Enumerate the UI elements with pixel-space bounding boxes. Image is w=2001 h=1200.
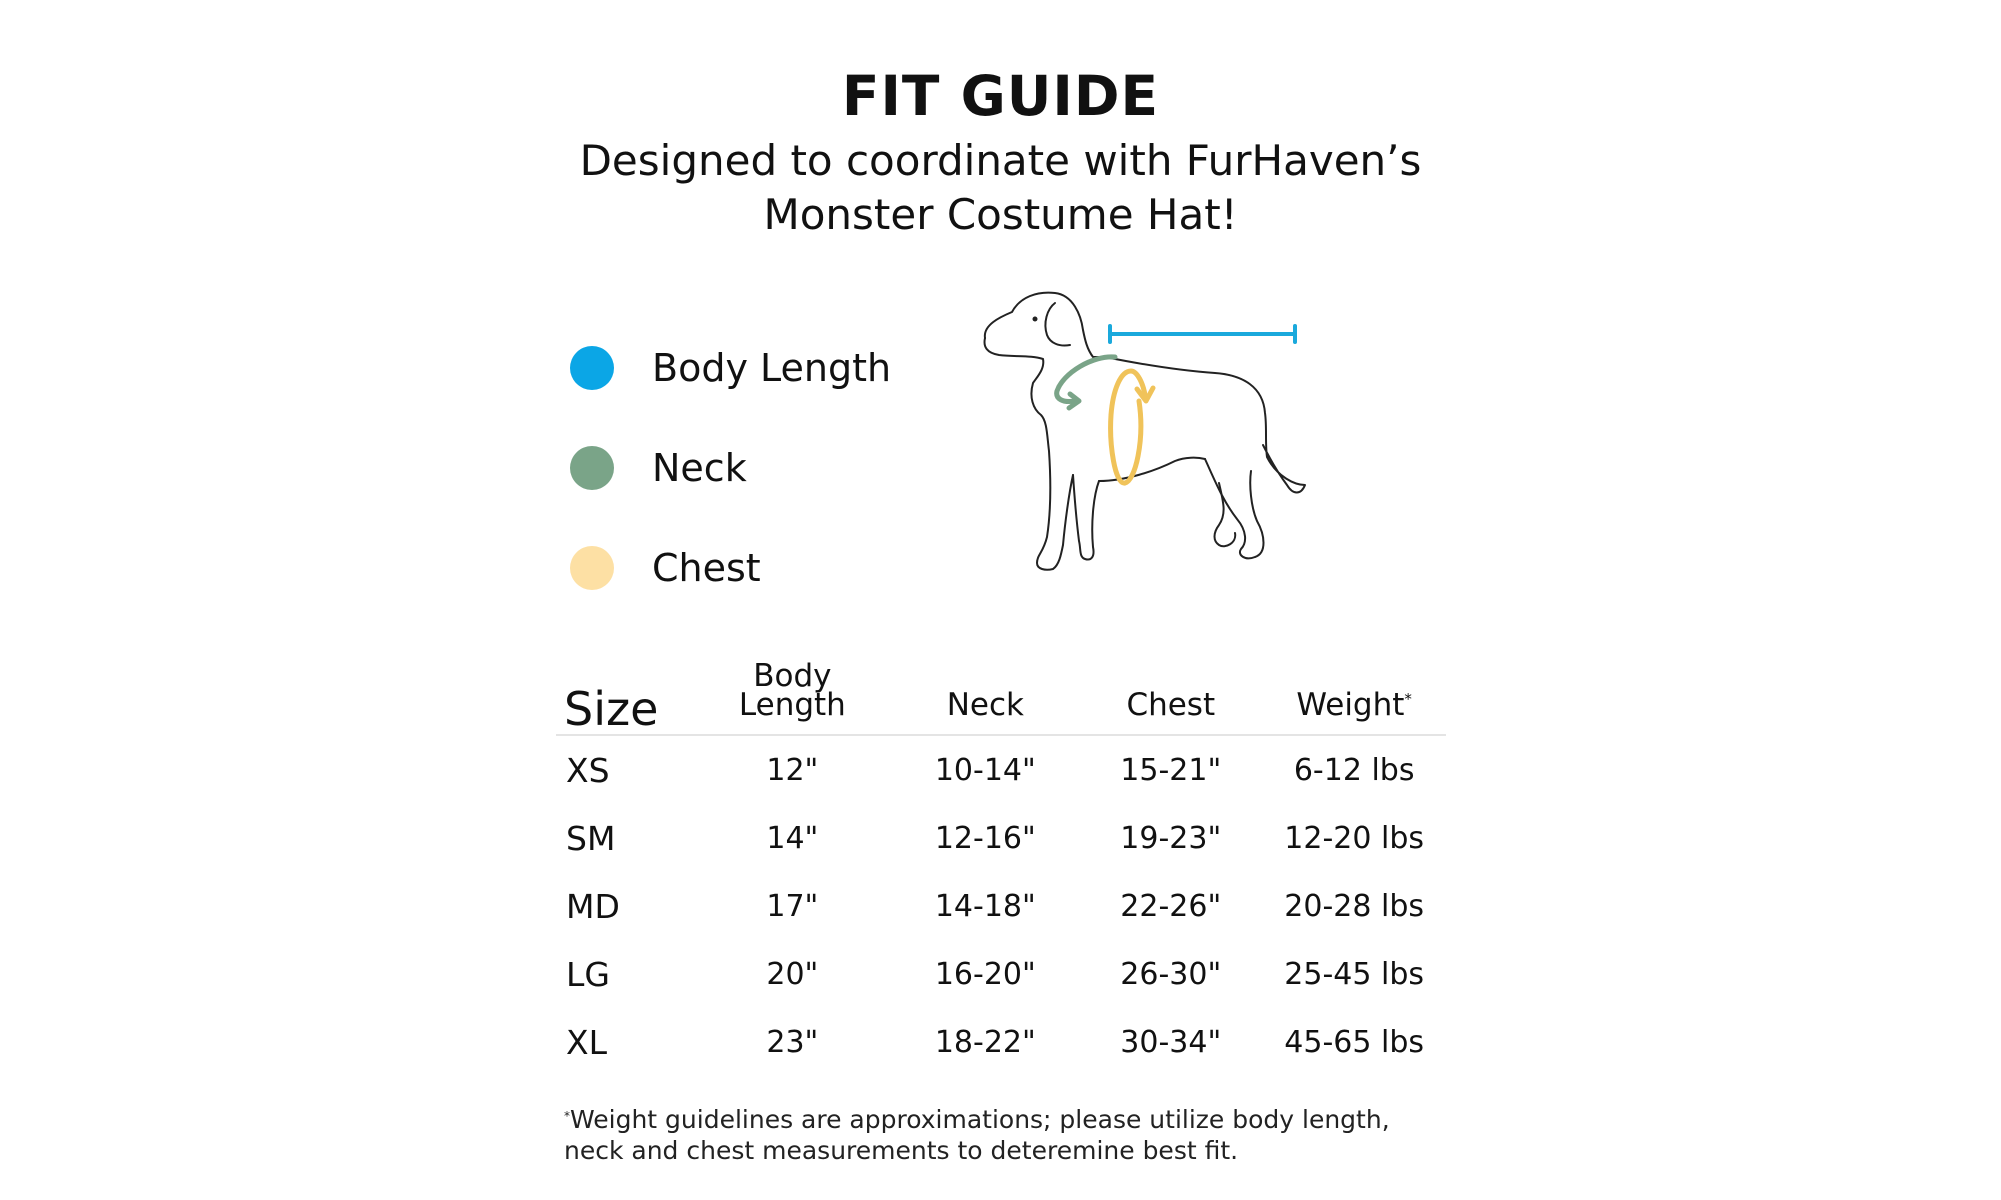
legend-label: Neck [652, 446, 747, 490]
body-length-measure-icon [1110, 326, 1295, 342]
body-length-cell: 17" [766, 888, 819, 924]
page-subtitle [0, 134, 2001, 242]
size-chart-table [556, 640, 1446, 1076]
chest-cell: 15-21" [1120, 752, 1222, 788]
size-cell: SM [566, 818, 616, 858]
size-cell: XL [566, 1022, 607, 1062]
chest-cell: 19-23" [1120, 820, 1222, 856]
body-length-dot-icon [570, 346, 614, 390]
page-title: FIT GUIDE [841, 64, 1160, 128]
neck-measure-icon [1057, 357, 1115, 408]
legend-label: Body Length [652, 346, 892, 390]
footnote-line-1: Weight guidelines are approximations; please utilize body length, [570, 1105, 1390, 1134]
neck-column-header: Neck [891, 640, 1079, 735]
footnote-line-2: neck and chest measurements to deteremine best fit. [564, 1136, 1239, 1165]
legend-item-body-length [570, 318, 891, 418]
chest-column-header: Chest [1079, 640, 1262, 735]
table-header-row [556, 640, 1446, 735]
size-column-header: Size [556, 640, 693, 735]
subtitle-line-1: Designed to coordinate with FurHaven’s [579, 136, 1422, 185]
neck-cell: 14-18" [934, 888, 1036, 924]
chest-cell: 30-34" [1120, 1024, 1222, 1060]
measurement-legend [570, 318, 891, 618]
body-length-cell: 20" [766, 956, 819, 992]
weight-cell: 6-12 lbs [1293, 752, 1415, 788]
chest-dot-icon [570, 546, 614, 590]
table-row [556, 1008, 1446, 1076]
legend-item-neck [570, 418, 891, 518]
weight-cell: 45-65 lbs [1284, 1024, 1425, 1060]
neck-dot-icon [570, 446, 614, 490]
subtitle-line-2: Monster Costume Hat! [763, 190, 1238, 239]
size-cell: LG [566, 954, 610, 994]
neck-cell: 12-16" [934, 820, 1036, 856]
body-length-cell: 23" [766, 1024, 819, 1060]
legend-item-chest [570, 518, 891, 618]
legend-label: Chest [652, 546, 761, 590]
table-row [556, 735, 1446, 804]
neck-cell: 16-20" [934, 956, 1036, 992]
body-length-cell: 14" [766, 820, 819, 856]
body-length-cell: 12" [766, 752, 819, 788]
table-row [556, 804, 1446, 872]
chest-cell: 22-26" [1120, 888, 1222, 924]
footnote-mark: * [564, 1109, 570, 1123]
weight-column-header: Weight* [1262, 640, 1446, 735]
size-cell: XS [566, 750, 610, 790]
table-row [556, 940, 1446, 1008]
size-cell: MD [566, 886, 620, 926]
dog-measurement-diagram [975, 285, 1375, 615]
table-row [556, 872, 1446, 940]
neck-cell: 18-22" [934, 1024, 1036, 1060]
body-length-column-header: Body Length [693, 640, 891, 735]
chest-measure-icon [1111, 371, 1153, 483]
weight-cell: 25-45 lbs [1284, 956, 1425, 992]
weight-cell: 12-20 lbs [1284, 820, 1425, 856]
chest-cell: 26-30" [1120, 956, 1222, 992]
weight-cell: 20-28 lbs [1284, 888, 1425, 924]
weight-footnote [564, 1104, 1464, 1166]
neck-cell: 10-14" [934, 752, 1036, 788]
